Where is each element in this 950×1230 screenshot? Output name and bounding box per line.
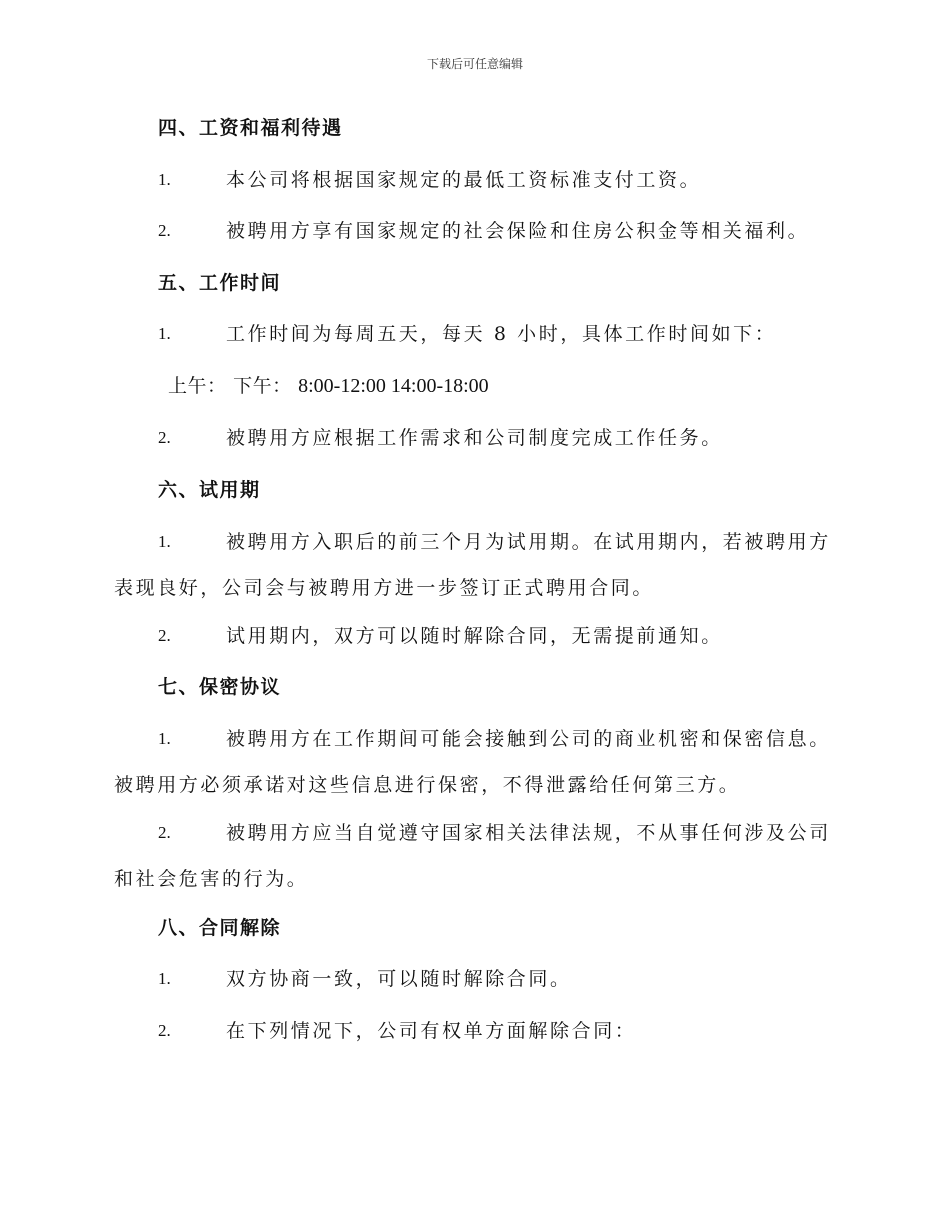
morning-label: 上午： — [168, 375, 227, 397]
schedule-times: 8:00-12:00 14:00-18:00 — [298, 375, 489, 397]
item-text: 在下列情况下，公司有权单方面解除合同： — [226, 1020, 637, 1042]
item-text: 被聘用方应当自觉遵守国家相关法律法规，不从事任何涉及公司 — [226, 822, 831, 844]
item-text-continuation: 表现良好，公司会与被聘用方进一步签订正式聘用合同。 — [114, 577, 655, 599]
section-heading-termination: 八、合同解除 — [158, 917, 282, 939]
item-number: 1. — [158, 969, 171, 988]
item-number: 1. — [158, 324, 171, 343]
item-text-continuation: 被聘用方必须承诺对这些信息进行保密，不得泄露给任何第三方。 — [114, 774, 741, 796]
item-text: 被聘用方应根据工作需求和公司制度完成工作任务。 — [226, 427, 723, 449]
item-text: 双方协商一致，可以随时解除合同。 — [226, 968, 572, 990]
item-text: 工作时间为每周五天，每天 8 小时，具体工作时间如下： — [226, 323, 777, 345]
item-number: 2. — [158, 428, 171, 447]
item-number: 1. — [158, 170, 171, 189]
item-number: 2. — [158, 221, 171, 240]
item-text: 被聘用方在工作期间可能会接触到公司的商业机密和保密信息。 — [226, 728, 831, 750]
section-heading-confidentiality: 七、保密协议 — [158, 676, 282, 698]
item-text: 被聘用方入职后的前三个月为试用期。在试用期内，若被聘用方 — [226, 531, 831, 553]
section-heading-work-hours: 五、工作时间 — [158, 272, 282, 294]
item-text: 被聘用方享有国家规定的社会保险和住房公积金等相关福利。 — [226, 220, 810, 242]
item-number: 2. — [158, 823, 171, 842]
item-number: 1. — [158, 729, 171, 748]
item-number: 2. — [158, 1021, 171, 1040]
item-text-continuation: 和社会危害的行为。 — [114, 868, 309, 890]
section-heading-probation: 六、试用期 — [158, 479, 261, 501]
item-number: 2. — [158, 626, 171, 645]
page-header-note: 下载后可任意编辑 — [426, 57, 523, 71]
item-number: 1. — [158, 532, 171, 551]
afternoon-label: 下午： — [233, 375, 292, 397]
section-heading-salary: 四、工资和福利待遇 — [158, 117, 343, 139]
item-text: 本公司将根据国家规定的最低工资标准支付工资。 — [226, 169, 702, 191]
item-text: 试用期内，双方可以随时解除合同，无需提前通知。 — [226, 625, 723, 647]
